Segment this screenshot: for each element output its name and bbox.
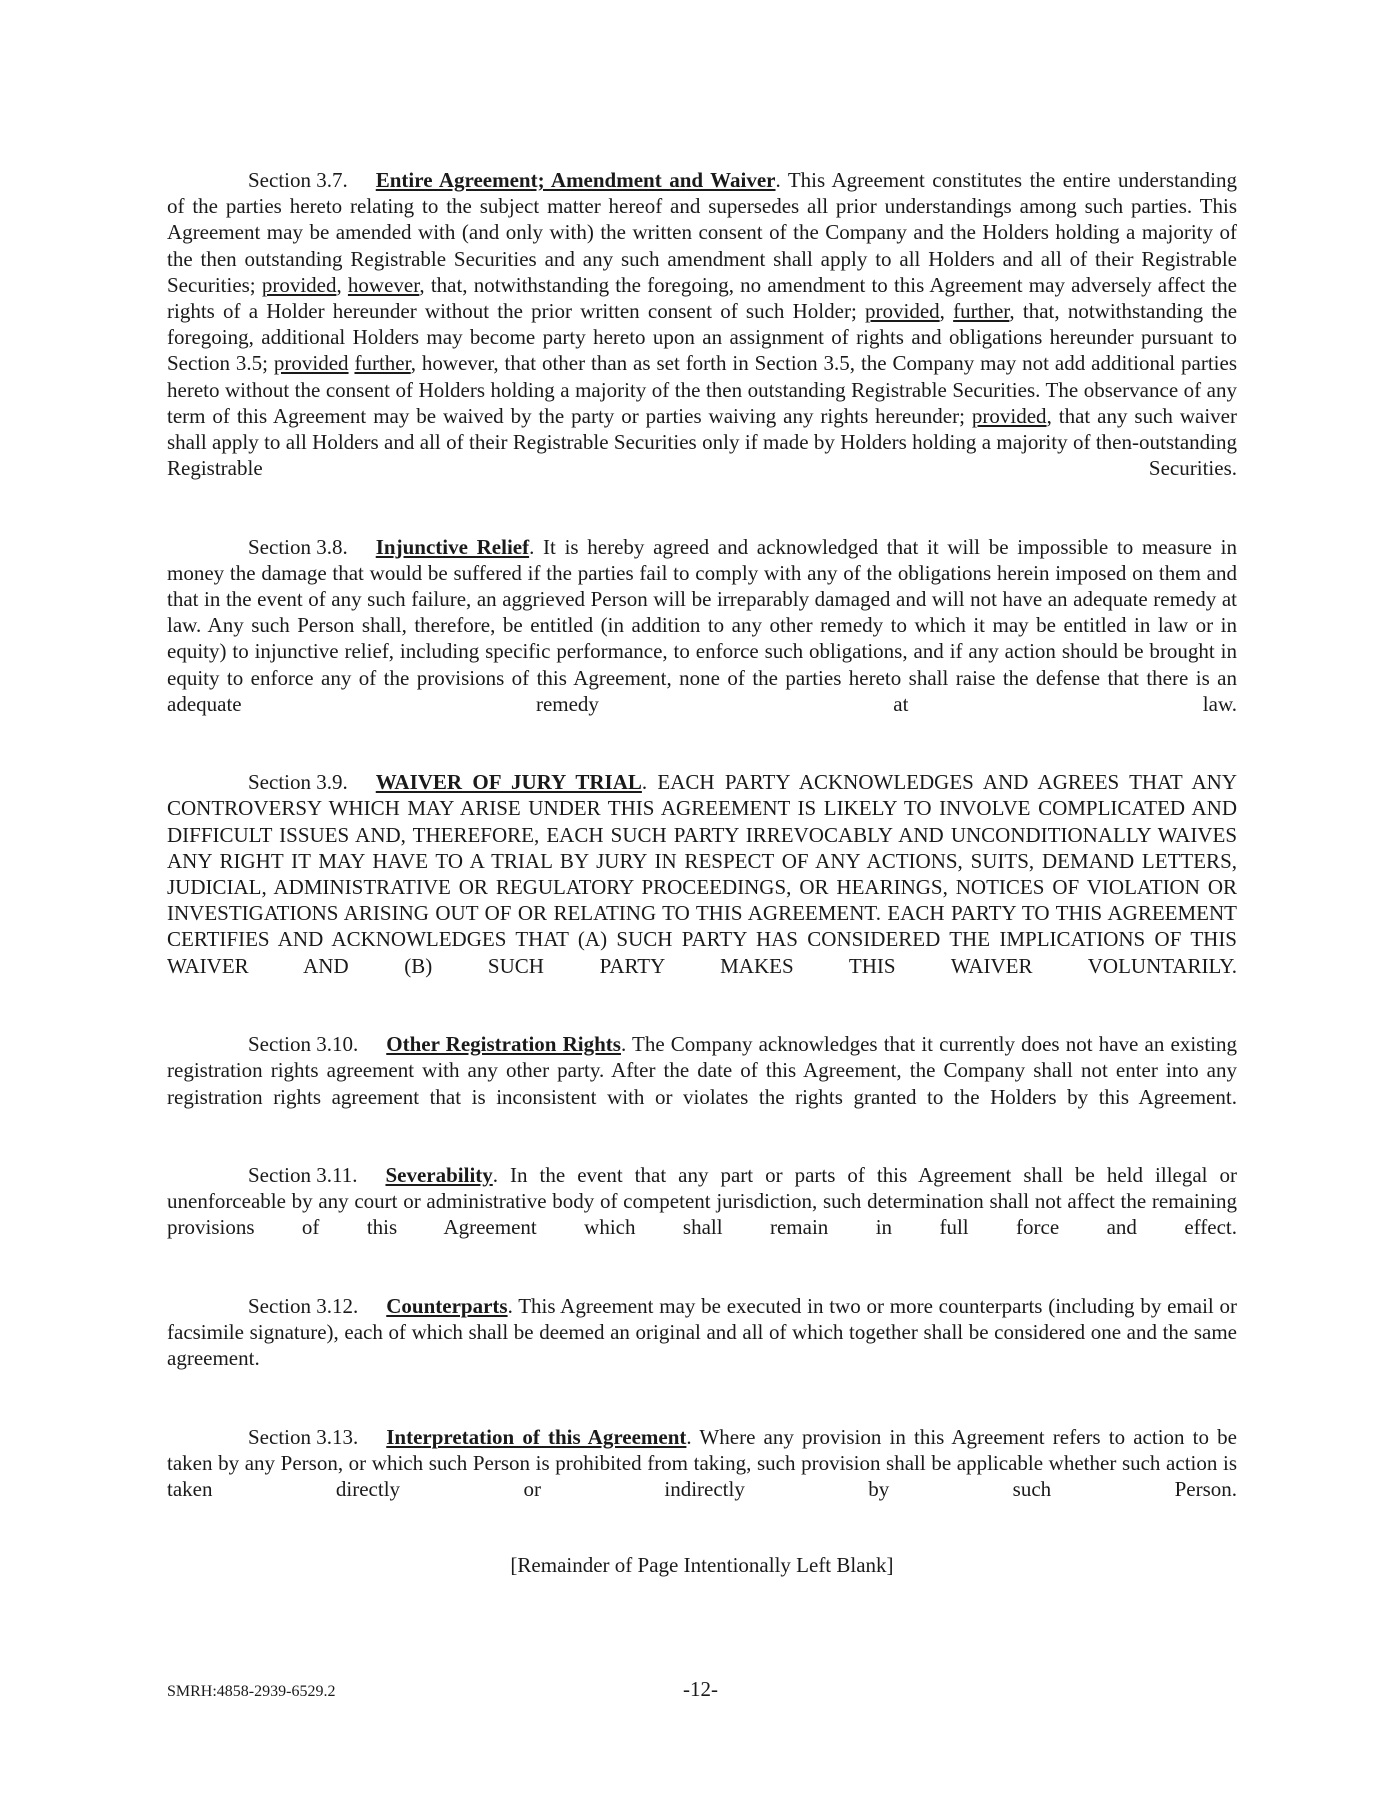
section-paragraph: [167, 769, 1237, 1005]
underlined-term: provided: [865, 299, 940, 324]
section-text: , however, that other than as set forth in Section 3.5, the Company may not add additional parties hereto without the consent of Holders holding a majority of the then outstanding Registrable Securities. The observance of any term of this Agreement may be waived by the party or parties waiving any rights hereunder;: [167, 351, 1238, 428]
section-heading: Other Registration Rights: [386, 1032, 621, 1057]
underlined-term: provided: [261, 272, 337, 297]
section-heading: WAIVER OF JURY TRIAL: [375, 770, 642, 795]
section-heading: Entire Agreement; Amendment and Waiver: [375, 168, 776, 192]
section-text: ,: [939, 299, 954, 324]
section-paragraph: [167, 1424, 1237, 1529]
footer-page-number: -12-: [683, 1677, 718, 1701]
section-number: Section 3.11.: [248, 1162, 358, 1187]
underlined-term: however: [347, 272, 420, 297]
section-paragraph: [167, 1293, 1237, 1398]
section-text: . In the event that any part or parts of this Agreement shall be held illegal or unenforceable by any court or administrative body of competent jurisdiction, such determination shall not affect the remaining provisions of this Agreement which shall remain in full force and effect.: [167, 1162, 1237, 1240]
footer-document-id: SMRH:4858-2939-6529.2: [167, 1683, 336, 1700]
underlined-term: further: [953, 299, 1010, 324]
underlined-term: provided: [971, 403, 1047, 428]
section-number: Section 3.8.: [248, 534, 348, 559]
section-number: Section 3.10.: [248, 1032, 359, 1057]
section-paragraph: [167, 1162, 1237, 1267]
remainder-note: [Remainder of Page Intentionally Left Blank]: [510, 1553, 894, 1578]
section-text: . EACH PARTY ACKNOWLEDGES AND AGREES THAT ANY CONTROVERSY WHICH MAY ARISE UNDER THIS AGREEMENT IS LIKELY TO INVOLVE COMPLICATED AND DIFFICULT ISSUES AND, THEREFORE, EACH SUCH PARTY IRREVOCABLY AND UNCONDITIONALLY WAIVES ANY RIGHT IT MAY HAVE TO A TRIAL BY JURY IN RESPECT OF ANY ACTIONS, SUITS, DEMAND LETTERS, JUDICIAL, ADMINISTRATIVE OR REGULATORY PROCEEDINGS, OR HEARINGS, NOTICES OF VIOLATION OR INVESTIGATIONS ARISING OUT OF OR RELATING TO THIS AGREEMENT. EACH PARTY TO THIS AGREEMENT CERTIFIES AND ACKNOWLEDGES THAT (A) SUCH PARTY HAS CONSIDERED THE IMPLICATIONS OF THIS WAIVER AND (B) SUCH PARTY MAKES THIS WAIVER VOLUNTARILY.: [167, 770, 1237, 978]
section-number: Section 3.12.: [248, 1293, 359, 1318]
section-paragraph: [167, 534, 1237, 744]
section-text: . The Company acknowledges that it currently does not have an existing registration rights agreement with any other party. After the date of this Agreement, the Company shall not enter into any registration rights agreement that is inconsistent with or violates the rights granted to the Holders by this Agreement.: [167, 1032, 1237, 1109]
section-number: Section 3.7.: [248, 168, 348, 192]
underlined-term: further: [354, 351, 411, 376]
section-paragraph: [167, 1031, 1237, 1136]
section-text: , that any such waiver shall apply to all Holders and all of their Registrable Securities only if made by Holders holding a majority of then-outstanding Registrable Securities.: [167, 403, 1237, 481]
section-text: , that, notwithstanding the foregoing, no amendment to this Agreement may adversely affect the rights of a Holder hereunder without the prior written consent of such Holder;: [167, 272, 1237, 324]
document-body: [167, 167, 1237, 1579]
section-text: . This Agreement constitutes the entire understanding of the parties hereto relating to the subject matter hereof and supersedes all prior understandings among such parties. This Agreement may be amended with (and only with) the written consent of the Company and the Holders holding a majority of the then outstanding Registrable Securities and any such amendment shall apply to all Holders and all of their Registrable Securities;: [167, 168, 1237, 297]
underlined-term: provided: [273, 351, 349, 376]
section-number: Section 3.13.: [248, 1424, 359, 1449]
section-text: . It is hereby agreed and acknowledged that it will be impossible to measure in money the damage that would be suffered if the parties fail to comply with any of the obligations herein imposed on them and that in the event of any such failure, an aggrieved Person will be irreparably damaged and will not have an adequate remedy at law. Any such Person shall, therefore, be entitled (in addition to any other remedy to which it may be entitled in law or in equity) to injunctive relief, including specific performance, to enforce such obligations, and if any action should be brought in equity to enforce any of the provisions of this Agreement, none of the parties hereto shall raise the defense that there is an adequate remedy at law.: [167, 534, 1237, 716]
section-heading: Interpretation of this Agreement: [386, 1424, 687, 1449]
section-text: , that, notwithstanding the foregoing, additional Holders may become party hereto upon an assignment of rights and obligations hereunder pursuant to Section 3.5;: [167, 299, 1238, 376]
section-paragraph: [167, 167, 1237, 508]
section-heading: Injunctive Relief: [375, 534, 530, 559]
section-text: . Where any provision in this Agreement refers to action to be taken by any Person, or which such Person is prohibited from taking, such provision shall be applicable whether such action is taken directly or indirectly by such Person.: [167, 1424, 1237, 1501]
section-text: . This Agreement may be executed in two or more counterparts (including by email or facsimile signature), each of which shall be deemed an original and all of which together shall be considered one and the same agreement.: [167, 1293, 1237, 1371]
section-text: ,: [336, 272, 348, 297]
section-number: Section 3.9.: [248, 770, 348, 795]
section-heading: Severability: [385, 1162, 493, 1187]
section-heading: Counterparts: [386, 1293, 508, 1318]
